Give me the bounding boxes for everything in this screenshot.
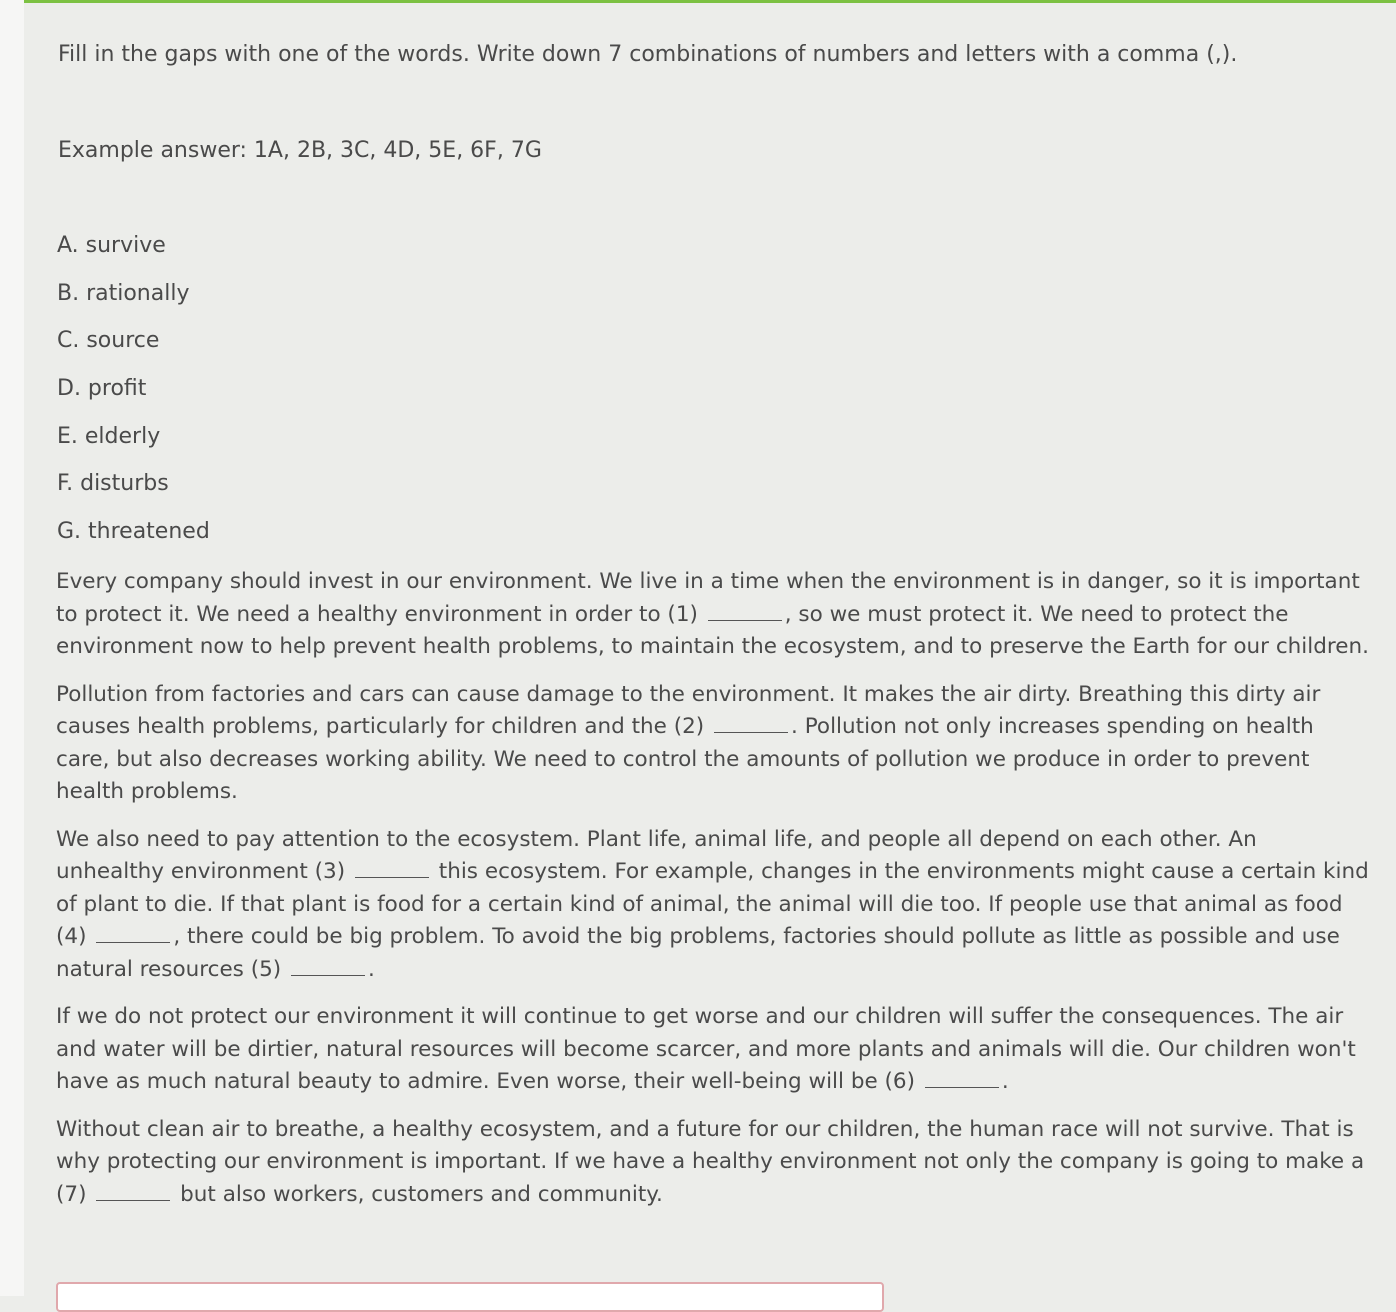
paragraph-5-text-b: but also workers, customers and community. <box>180 1181 663 1207</box>
answer-input[interactable] <box>56 1282 884 1312</box>
paragraph-4 <box>56 1001 1371 1099</box>
paragraph-5 <box>56 1114 1371 1212</box>
paragraph-3-text-b: this ecosystem. For example, changes in the environments might cause a certain kind of plant to die. If that plant is food for a certain kind of animal, the animal will die too. If people use that animal as food (4) <box>56 859 1369 949</box>
example-answer: Example answer: 1A, 2B, 3C, 4D, 5E, 6F, 7G <box>58 138 542 163</box>
gap-6 <box>925 1071 999 1088</box>
paragraph-3-text-d: . <box>368 956 375 982</box>
option-b: B. rationally <box>57 280 190 306</box>
paragraph-2 <box>56 679 1371 809</box>
top-accent-bar <box>0 0 1396 3</box>
left-margin-panel <box>0 0 24 1296</box>
paragraph-3-text-c: , there could be big problem. To avoid the big problems, factories should pollute as little as possible and use natural resources (5) <box>56 924 1340 982</box>
paragraph-3 <box>56 824 1371 987</box>
paragraph-1-text-a: Every company should invest in our environment. We live in a time when the environment is in danger, so it is important to protect it. We need a healthy environment in order to (1) <box>56 569 1360 627</box>
gap-4 <box>96 926 170 943</box>
paragraph-3-text-a: We also need to pay attention to the ecosystem. Plant life, animal life, and people all depend on each other. An unhealthy environment (3) <box>56 826 1257 884</box>
paragraph-2-text-a: Pollution from factories and cars can cause damage to the environment. It makes the air dirty. Breathing this dirty air causes health problems, particularly for children and the (2) <box>56 681 1321 739</box>
option-g: G. threatened <box>57 519 210 545</box>
paragraph-4-text-a: If we do not protect our environment it will continue to get worse and our children will suffer the consequences. The air and water will be dirtier, natural resources will become scarcer, and more plants and animals will die. Our children won't have as much natural beauty to admire. Even worse, their well-being will be (6) <box>56 1004 1356 1094</box>
option-c: C. source <box>57 328 160 354</box>
reading-passage <box>56 566 1371 1226</box>
gap-7 <box>96 1184 170 1201</box>
paragraph-4-text-b: . <box>1001 1069 1009 1094</box>
gap-1 <box>708 604 782 621</box>
option-d: D. profit <box>57 376 147 402</box>
question-instruction: Fill in the gaps with one of the words. Write down 7 combinations of numbers and letters with a comma (,). <box>58 42 1238 67</box>
option-e: E. elderly <box>57 423 161 449</box>
paragraph-5-text-a: Without clean air to breathe, a healthy ecosystem, and a future for our children, the human race will not survive. That is why protecting our environment is important. If we have a healthy environment not only the company is going to make a (7) <box>56 1116 1365 1207</box>
paragraph-2-text-b: . Pollution not only increases spending on health care, but also decreases working ability. We need to control the amounts of pollution we produce in order to prevent health problems. <box>56 714 1314 804</box>
word-options-list <box>57 228 210 562</box>
gap-2 <box>714 716 788 733</box>
paragraph-1 <box>56 566 1371 664</box>
option-f: F. disturbs <box>57 471 169 497</box>
gap-5 <box>291 959 365 976</box>
paragraph-1-text-b: , so we must protect it. We need to protect the environment now to help prevent health problems, to maintain the ecosystem, and to preserve the Earth for our children. <box>56 601 1369 659</box>
gap-3 <box>355 861 429 878</box>
option-a: A. survive <box>57 233 166 258</box>
